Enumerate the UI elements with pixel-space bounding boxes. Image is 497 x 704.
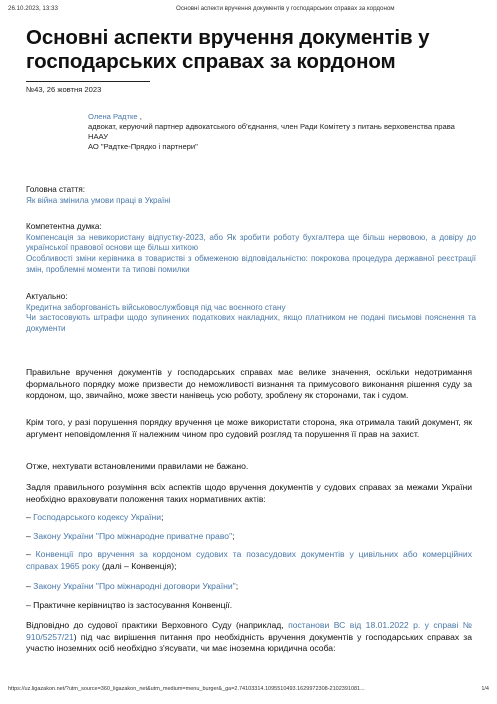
print-date: 26.10.2023, 13:33	[8, 5, 58, 12]
main-article-link[interactable]: Як війна змінила умови праці в Україні	[26, 195, 171, 205]
list-item-4-prefix: –	[26, 581, 34, 591]
body-paragraph-3: Отже, нехтувати встановленими правилами не бажано.	[26, 461, 249, 471]
actual-link-1[interactable]: Кредитна заборгованість військовослужбовця під час воєнного стану	[26, 302, 286, 312]
expert-opinion-heading: Компетентна думка:	[26, 222, 102, 231]
actual-section	[26, 292, 476, 335]
body-paragraph-4: Задля правильного розуміння всіх аспектів щодо вручення документів у судових справах за межами України необхідно враховувати положення таких нормативних актів:	[26, 482, 472, 504]
article-title: Основні аспекти вручення документів у господарських справах за кордоном	[26, 26, 430, 73]
body-paragraph-5-end: ) під час вирішення питання про необхідність вручення документів у господарських справах за участю іноземних осіб необхідно з'ясувати, чи має іноземна юридична особа:	[26, 631, 472, 654]
list-item-3-prefix: –	[26, 549, 36, 559]
list-item-2-suffix: ;	[232, 531, 235, 541]
print-header	[8, 5, 489, 15]
list-item-2	[26, 531, 472, 543]
print-page-number: 1/4	[481, 686, 489, 692]
list-item-4	[26, 581, 472, 593]
list-item-1-link[interactable]: Господарського кодексу України	[33, 512, 162, 522]
author-name-line	[88, 112, 468, 122]
body-paragraph-5-start: Відповідно до судової практики Верховного Суду (наприклад,	[26, 620, 289, 630]
list-item-3	[26, 549, 472, 572]
print-url: https://uz.ligazakon.net/?utm_source=360_ligazakon_net&utm_medium=menu_burger&_ga=2.74103314.1095510493.1629972308-2102391081...	[8, 686, 365, 692]
list-item-1	[26, 512, 472, 524]
list-item-5: – Практичне керівництво із застосування Конвенції.	[26, 600, 233, 610]
author-name-suffix: ,	[137, 112, 142, 121]
body-paragraph-5	[26, 620, 472, 655]
body-paragraph-1: Правильне вручення документів у господарських справах має велике значення, оскільки недотримання формального порядку може призвести до неможливості визнання та примусового виконання рішення суду за кордоном, що, звичайно, може звести нанівець усю роботу, зроблену як сторонами, так і судом.	[26, 367, 472, 401]
list-item-1-prefix: –	[26, 512, 34, 522]
actual-link-2[interactable]: Чи застосовують штрафи щодо зупинених податкових накладних, якщо платником не подані письмові пояснення та документи	[26, 313, 476, 334]
author-name-link[interactable]: Олена Радтке	[88, 112, 138, 121]
list-item-3-suffix: (далі – Конвенція);	[99, 560, 177, 571]
title-divider	[26, 81, 150, 82]
body-paragraph-2: Крім того, у разі порушення порядку вручення це може використати сторона, яка отримала такий документ, як аргумент неповідомлення її належним чином про судовий розгляд та порушення її прав на захист.	[26, 417, 472, 439]
author-block	[88, 112, 468, 152]
body-paragraph-5-link[interactable]: постанови ВС від 18.01.2022 р. у справі № 910/5257/21	[26, 620, 472, 642]
print-footer	[8, 686, 489, 696]
expert-opinion-section	[26, 222, 476, 276]
author-company: АО "Радтке-Прядко і партнери"	[88, 142, 198, 151]
list-item-2-link[interactable]: Закону України "Про міжнародне приватне право"	[33, 531, 233, 541]
expert-opinion-link-2[interactable]: Особливості зміни керівника в товаристві з обмеженою відповідальністю: покрокова процедура державної реєстрації змін, проблемні моменти та типові помилки	[26, 254, 476, 274]
article-meta: №43, 26 жовтня 2023	[26, 85, 102, 94]
list-item-4-suffix: ;	[235, 581, 239, 591]
list-item-4-link[interactable]: Закону України "Про міжнародні договори України"	[33, 581, 236, 591]
author-description: адвокат, керуючий партнер адвокатського об'єднання, член Ради Комітету з питань верховенства права НААУ	[88, 122, 455, 141]
list-item-1-suffix: ;	[161, 512, 164, 522]
expert-opinion-link-1[interactable]: Компенсація за невикористану відпустку-2023, або Як зробити роботу бухгалтера ще більш нервовою, а довіру до української правової основи ще більш хиткою	[26, 232, 476, 253]
actual-heading: Актуально:	[26, 292, 68, 301]
list-item-3-link[interactable]: Конвенції про вручення за кордоном судових та позасудових документів у цивільних або комерційних справах 1965 року	[26, 549, 472, 571]
main-article-heading: Головна стаття:	[26, 185, 86, 194]
main-article-section	[26, 185, 476, 206]
print-doc-title: Основні аспекти вручення документів у господарських справах за кордоном	[176, 5, 395, 12]
list-item-2-prefix: –	[26, 531, 34, 541]
